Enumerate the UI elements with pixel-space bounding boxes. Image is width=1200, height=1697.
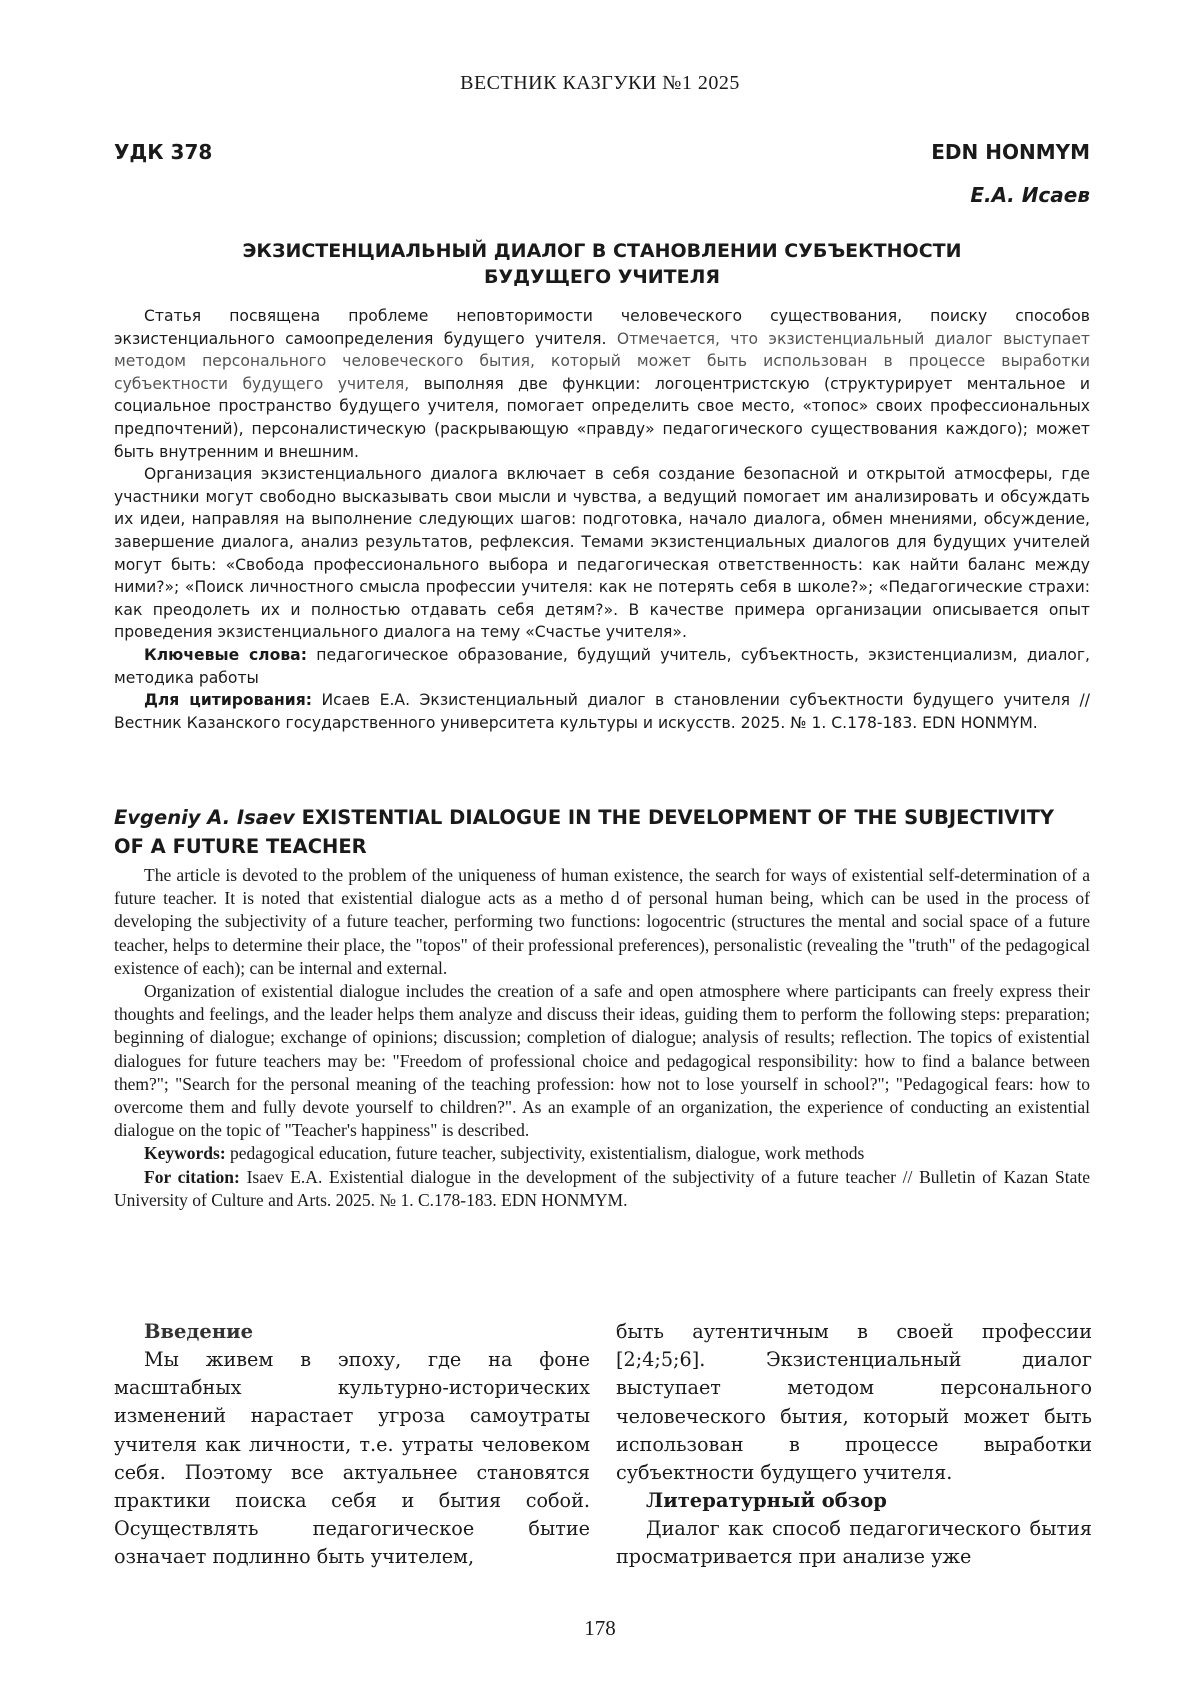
author-en: Evgeniy A. Isaev (114, 806, 295, 829)
intro-paragraph: Мы живем в эпоху, где на фоне масштабных культурно-исторических изменений нарастает угроза самоутраты учителя как личности, т.е. утраты человеком себя. Поэтому все актуальнее становятся практики поиска себя и бытия собой. Осуществлять педагогическое бытие означает подлинно быть учителем, (114, 1348, 590, 1569)
page-number: 178 (584, 1616, 616, 1640)
abstract-en (114, 864, 1090, 1212)
title-ru-line1: ЭКЗИСТЕНЦИАЛЬНЫЙ ДИАЛОГ В СТАНОВЛЕНИИ СУБЪЕКТНОСТИ (242, 240, 962, 262)
keywords-ru-label: Ключевые слова: (144, 645, 307, 664)
intro-heading: Введение (144, 1320, 253, 1343)
abstract-ru-p1c: выполняя две функции: логоцентристскую (структурирует ментальное и социальное пространство будущего учителя, помогает определить свое место, «топос» своих профессиональных предпочтений), персоналистическую (раскрывающую «правду» педагогического существования каждого); может быть внутренним и внешним. (114, 374, 1090, 461)
abstract-ru-p1b: Отмечается, что экзистенциальный диалог выступает методом персонального человеческого бытия, который может быть использован в процессе выработки субъектности будущего учителя, (114, 329, 1090, 393)
body-column-left (114, 1318, 590, 1572)
abstract-ru-paragraph-2: Организация экзистенциального диалога включает в себя создание безопасной и открытой атмосферы, где участники могут свободно высказывать свои мысли и чувства, а ведущий помогает им анализировать и обсуждать их идеи, направляя на выполнение следующих шагов: подготовка, начало диалога, обмен мнениями, обсуждение, завершение диалога, анализ результатов, рефлексия. Темами экзистенциальных диалогов для будущих учителей могут быть: «Свобода профессионального выбора и педагогическая ответственность: как найти баланс между ними?»; «Поиск личностного смысла профессии учителя: как не потерять себя в школе?»; «Педагогические страхи: как преодолеть их и полностью отдавать себя детям?». В качестве примера организации описывается опыт проведения экзистенциального диалога на тему «Счастье учителя». (114, 465, 1090, 642)
citation-en-label: For citation: (144, 1166, 240, 1187)
citation-ru (114, 689, 1090, 734)
body-column-right (616, 1318, 1092, 1572)
literature-heading: Литературный обзор (646, 1489, 887, 1513)
title-en-text: EXISTENTIAL DIALOGUE IN THE DEVELOPMENT OF THE SUBJECTIVITY OF A FUTURE TEACHER (114, 806, 1055, 858)
title-en (114, 803, 1090, 861)
author-ru: Е.А. Исаев (970, 183, 1090, 207)
abstract-en-paragraph-2: Organization of existential dialogue includes the creation of a safe and open atmosphere where participants can freely express their thoughts and feelings, and the leader helps them analyze and discuss their ideas, guiding them to perform the following steps: preparation; beginning of dialogue; exchange of opinions; discussion; completion of dialogue; analysis of results; reflection. The topics of existential dialogues for future teachers may be: "Freedom of professional choice and pedagogical responsibility: how to find a balance between them?"; "Search for the personal meaning of the teaching profession: how not to lose yourself in school?"; "Pedagogical fears: how to overcome them and fully devote yourself to children?". As an example of an organization, the experience of conducting an existential dialogue on the topic of "Teacher's happiness" is described. (114, 981, 1090, 1141)
intro-continuation: быть аутентичным в своей профессии [2;4;5;6]. Экзистенциальный диалог выступает методом персонального человеческого бытия, который может быть использован в процессе выработки субъектности будущего учителя. (616, 1320, 1092, 1485)
keywords-ru (114, 644, 1090, 689)
keywords-en-text: pedagogical education, future teacher, subjectivity, existentialism, dialogue, work methods (225, 1143, 865, 1164)
abstract-ru-p1a: Статья посвящена проблеме неповторимости человеческого существования, поиску способов экзистенциального самоопределения будущего учителя. (114, 307, 1090, 348)
keywords-en (114, 1142, 1090, 1165)
edn-code: EDN HONMYM (931, 140, 1090, 164)
title-ru (114, 238, 1090, 290)
abstract-ru-paragraph-1 (114, 305, 1090, 463)
citation-en-text: Isaev E.A. Existential dialogue in the development of the subjectivity of a future teacher // Bulletin of Kazan State University of Culture and Arts. 2025. № 1. С.178-183. EDN HONMYM. (114, 1166, 1090, 1210)
literature-paragraph: Диалог как способ педагогического бытия просматривается при анализе уже (616, 1517, 1092, 1569)
citation-en (114, 1166, 1090, 1212)
abstract-ru (114, 305, 1090, 734)
citation-ru-text: Исаев Е.А. Экзистенциальный диалог в становлении субъектности будущего учителя // Вестник Казанского государственного университета культуры и искусств. 2025. № 1. С.178-183. EDN HONMYM. (114, 691, 1090, 732)
abstract-en-paragraph-1: The article is devoted to the problem of the uniqueness of human existence, the search for ways of existential self-determination of a future teacher. It is noted that existential dialogue acts as a metho d of personal human being, which can be used in the process of developing the subjectivity of a future teacher, performing two functions: logocentric (structures the mental and social space of a future teacher, helps to determine their place, the "topos" of their professional preferences), personalistic (revealing the "truth" of the pedagogical existence of each); can be internal and external. (114, 865, 1090, 978)
udk-code: УДК 378 (114, 140, 213, 164)
keywords-ru-text: педагогическое образование, будущий учитель, субъектность, экзистенциализм, диалог, методика работы (114, 645, 1090, 687)
journal-header: ВЕСТНИК КАЗГУКИ №1 2025 (460, 72, 740, 94)
keywords-en-label: Keywords: (144, 1143, 226, 1164)
citation-ru-label: Для цитирования: (144, 691, 312, 710)
title-ru-line2: БУДУЩЕГО УЧИТЕЛЯ (484, 266, 720, 288)
